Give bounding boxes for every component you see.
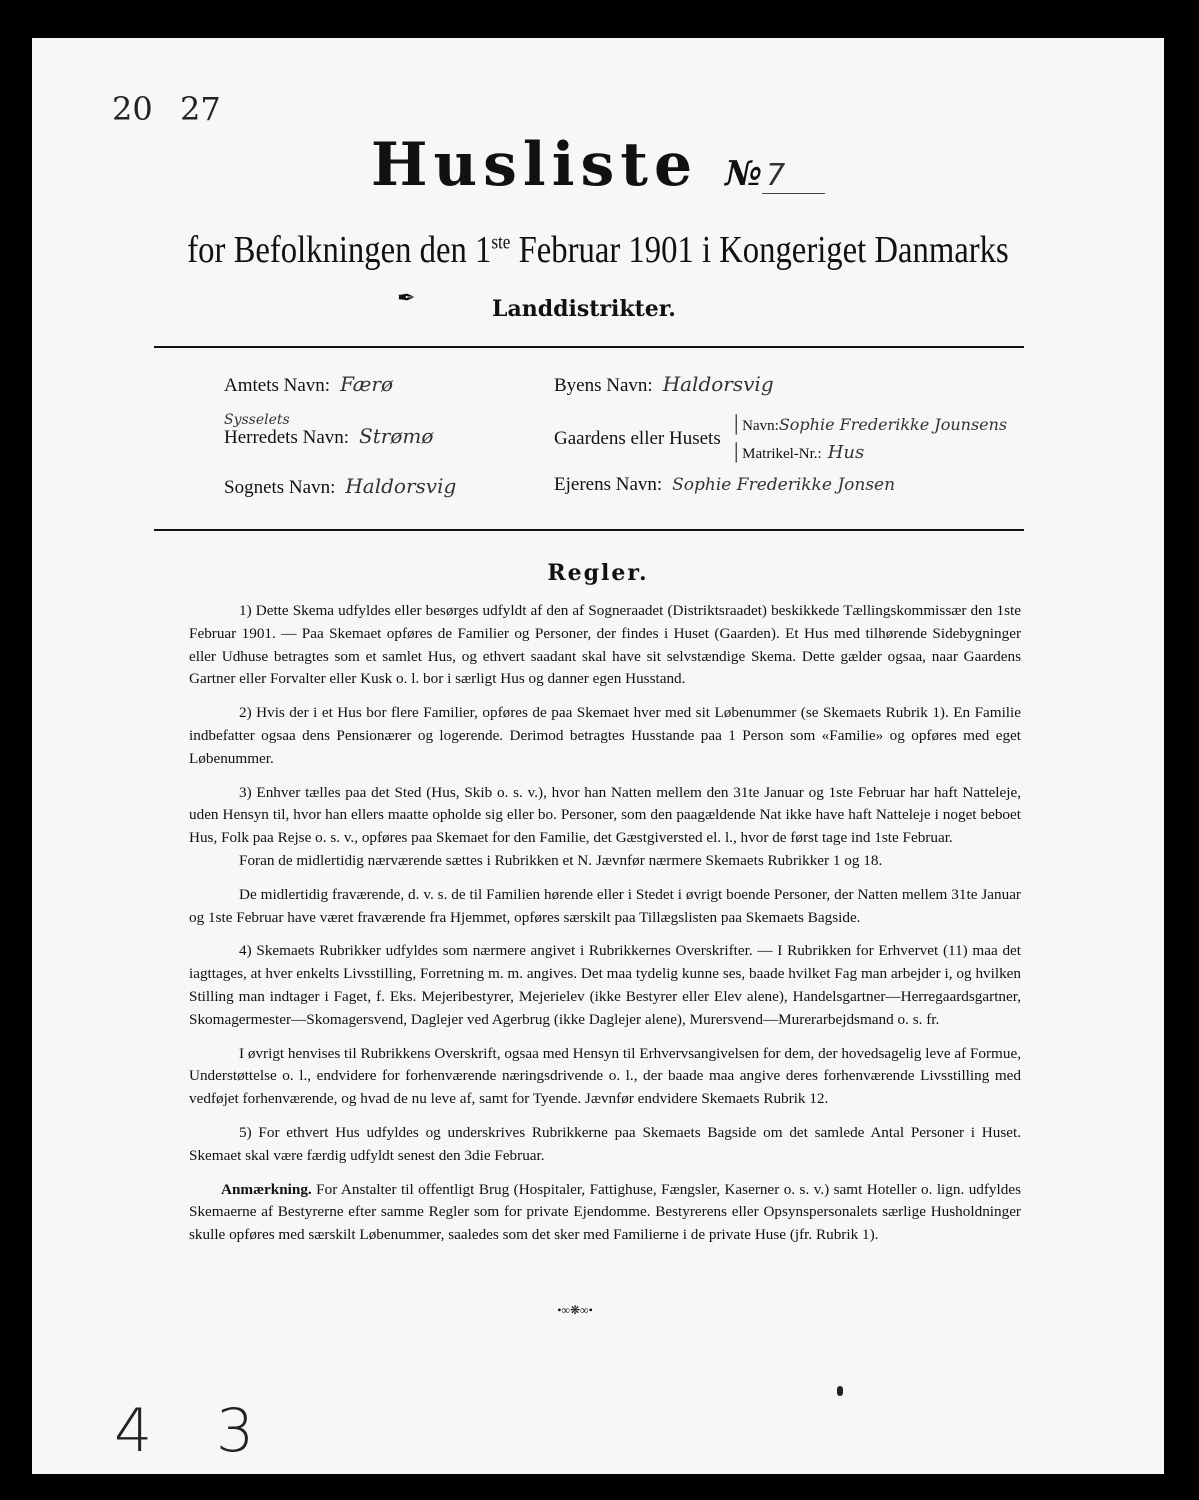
subtitle-before: for Befolkningen den 1 [187,229,492,271]
matrikel-value: Hus [827,442,865,463]
herred-field [224,424,433,449]
sogn-value: Haldorsvig [345,474,457,498]
note-label: Anmærkning. [221,1180,312,1198]
form-subtitle [111,228,1085,272]
corner-number-left: 20 [112,90,153,128]
rule-paragraph: I øvrigt henvises til Rubrikkens Overskrift, ogsaa med Hensyn til Erhvervsangivelsen for dem, der hovedsagelig leve af Formue, Understøttelse o. l., endvidere for forhenværende næringsdrivende o. l., der baade maa angive deres forhenværende Livsstilling med vedføjet forhenværende, og hvad de nu leve af, samt for Tyende. Jævnfør endvidere Skemaets Rubrik 12. [189,1044,1021,1108]
herred-label: Herredets Navn: [224,427,350,448]
ejer-value: Sophie Frederikke Jonsen [672,475,896,495]
title-main: Husliste [370,130,699,200]
form-title [32,130,1164,200]
ink-blot [837,1386,843,1396]
ejer-label: Ejerens Navn: [554,474,663,495]
house-number: 7 [762,158,825,194]
rule-paragraph: Foran de midlertidig nærværende sættes i Rubrikken et N. Jævnfør nærmere Skemaets Rubrikker 1 og 18. [239,851,883,869]
bottom-number-right: 3 [216,1396,255,1466]
bottom-divider [154,529,1024,531]
amt-label: Amtets Navn: [224,375,331,396]
matrikel-field [734,438,864,464]
gaard-navn-field [734,410,1007,436]
by-field [554,372,774,397]
sogn-field [224,474,456,499]
rule-paragraph: 5) For ethvert Hus udfyldes og underskrives Rubrikkerne paa Skemaets Bagside om det samlede Antal Personer i Huset. Skemaet skal være færdig udfyldt senest den 3die Februar. [189,1123,1021,1164]
herred-value: Strømø [359,424,434,448]
rule-paragraph: 3) Enhver tælles paa det Sted (Hus, Skib o. s. v.), hvor han Natten mellem den 31te Januar og 1ste Februar har haft Natteleje, uden Hensyn til, hvor han ellers maatte opholde sig eller bo. Personer, som den paagældende Nat ikke have haft Natteleje i noget beboet Hus, Folk paa Rejse o. s. v., opføres paa Skemaet for den Familie, det Gæstgiversted el. l., hvor de først tage ind 1ste Februar. [189,783,1021,847]
bottom-number-left: 4 [114,1396,153,1466]
rule-paragraph: De midlertidig fraværende, d. v. s. de til Familien hørende eller i Stedet i øvrigt boende Personer, der Natten mellem 31te Januar og 1ste Februar have været fraværende fra Hjemmet, opføres særskilt paa Tillægslisten paa Skemaets Bagside. [189,885,1021,926]
note-text: For Anstalter til offentligt Brug (Hospitaler, Fattighuse, Fængsler, Kaserner o. s. v.) samt Hoteller o. lign. udfyldes Skemaerne af Bestyrerne efter samme Regler som for private Ejendomme. Bestyrerens eller Opsynspersonalets særlige Husholdninger skulle opføres med særskilt Løbenummer, saaledes som det sker med Familierne i de private Huse (jfr. Rubrik 1). [189,1180,1021,1244]
herred-prefix: Sysselets [224,412,290,428]
amt-value: Færø [340,372,393,396]
corner-number-right: 27 [180,90,221,128]
matrikel-label: Matrikel-Nr.: [742,446,822,462]
ornament-divider: •∞❋∞• [557,1303,593,1317]
gaard-navn-value: Sophie Frederikke Jounsens [778,415,1008,434]
by-label: Byens Navn: [554,375,653,396]
rules-title: Regler. [547,560,649,586]
note-paragraph [189,1179,1021,1247]
amt-field [224,372,393,397]
number-sign: № [725,154,763,194]
gaard-navn-label: Navn: [742,418,779,434]
rule-paragraph: 1) Dette Skema udfyldes eller besørges udfyldt af den af Sogneraadet (Distriktsraadet) beskikkede Tællingskommissær den 1ste Februar 1901. — Paa Skemaet opføres de Familier og Personer, der findes i Huset (Gaarden). Et Hus med tilhørende Sidebygninger eller Udhuse betragtes som et samlet Hus, og ethvert saadant skal have sit selvstændige Skema. Dette gælder ogsaa, naar Gaardens Gartner eller Forvalter eller Kusk o. l. bor i særligt Hus og danner egen Husstand. [189,602,1021,688]
district-heading: Landdistrikter. [492,296,676,322]
subtitle-sup: ste [491,231,511,254]
brace-mark-2: | [734,438,739,463]
census-form-page [32,38,1164,1474]
top-divider [154,346,1024,348]
rules-body [189,600,1021,1258]
ink-mark-icon: ✒ [397,285,416,310]
rule-paragraph: 4) Skemaets Rubrikker udfyldes som nærmere angivet i Rubrikkernes Overskrifter. — I Rubrikken for Erhvervet (11) maa det iagttages, at hver enkelts Livsstilling, Forretning m. m. angives. Det maa tydelig kunne ses, baade hvilket Fag man arbejder i, og hvilken Stilling man indtager i Faget, f. Eks. Mejeribestyrer, Mejerielev (ikke Bestyrer eller Elev alene), Handelsgartner—Herregaardsgartner, Skomagermester—Skomagersvend, Daglejer ved Agerbrug (ikke Daglejer alene), Murersvend—Murerarbejdsmand o. s. fr. [189,942,1021,1028]
by-value: Haldorsvig [662,372,774,396]
rule-paragraph: 2) Hvis der i et Hus bor flere Familier, opføres de paa Skemaet hver med sit Løbenummer (se Skemaets Rubrik 1). En Familie indbefatter ogsaa dens Pensionærer og logerende. Derimod betragtes Husstande paa 1 Person som «Familie» og opføres med eget Løbenummer. [189,704,1021,767]
ejer-field [554,474,895,496]
subtitle-after: Februar 1901 i Kongeriget Danmarks [510,229,1009,271]
brace-mark: | [734,410,739,435]
sogn-label: Sognets Navn: [224,477,336,498]
gaard-label: Gaardens eller Husets [554,428,721,449]
